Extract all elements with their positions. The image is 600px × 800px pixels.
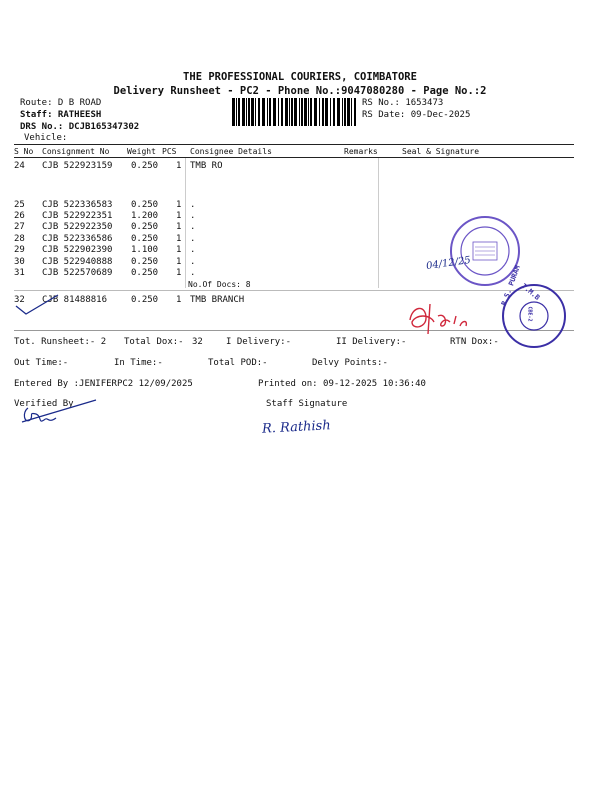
row-consignment: CJB 522923159 (42, 161, 113, 171)
ii-delivery: II Delivery:- (336, 337, 407, 347)
row-sno: 26 (14, 211, 25, 221)
barcode-bar (255, 98, 256, 126)
row-consignee: . (190, 257, 196, 267)
staff-text: Staff: RATHEESH (20, 110, 102, 120)
barcode-bar (273, 98, 276, 126)
col-consignment: Consignment No (42, 147, 110, 156)
row-sno: 32 (14, 295, 25, 305)
barcode-bar (314, 98, 317, 126)
total-dox-label: Total Dox:- (124, 337, 184, 347)
drs-number: DRS No.: DCJB165347302 (20, 122, 140, 132)
barcode-bar (269, 98, 271, 126)
col-pcs: PCS (162, 147, 177, 156)
barcode-bar (251, 98, 254, 126)
row-weight: 0.250 (131, 234, 159, 244)
total-dox-value: 32 (192, 337, 203, 347)
row-pcs: 1 (176, 295, 182, 305)
row-sno: 24 (14, 161, 25, 171)
round-stamp-top: T.M.B (519, 282, 542, 302)
barcode-bar (333, 98, 335, 126)
row-consignee: TMB BRANCH (190, 295, 245, 305)
row-weight: 1.200 (131, 211, 159, 221)
col-consignee: Consignee Details (190, 147, 272, 156)
row-pcs: 1 (176, 257, 182, 267)
row-consignment: CJB 522922351 (42, 211, 113, 221)
barcode-bar (236, 98, 237, 126)
verifier-signature (12, 398, 102, 428)
delvy-points: Delvy Points:- (312, 358, 388, 368)
barcode-bar (310, 98, 312, 126)
barcode-bar (342, 98, 343, 126)
vehicle-text: Vehicle: (24, 133, 68, 143)
barcode-bar (308, 98, 309, 126)
row-pcs: 1 (176, 222, 182, 232)
row-consignee: TMB RO (190, 161, 223, 171)
rtn-dox: RTN Dox:- (450, 337, 499, 347)
column-guide (185, 158, 186, 288)
column-guide (378, 158, 379, 288)
entered-by: Entered By :JENIFERPC2 12/09/2025 (14, 379, 193, 389)
barcode-bar (301, 98, 303, 126)
row-consignee: . (190, 245, 196, 255)
barcode-bar (248, 98, 250, 126)
no-of-docs: No.Of Docs: 8 (188, 280, 251, 289)
col-sno: S No (14, 147, 34, 156)
row-consignee: . (190, 268, 196, 278)
barcode-bar (289, 98, 290, 126)
barcode-bar (344, 98, 346, 126)
header-top-rule (14, 144, 574, 145)
row-pcs: 1 (176, 268, 182, 278)
col-seal-signature: Seal & Signature (402, 147, 480, 156)
red-signature (404, 296, 492, 340)
out-time: Out Time:- (14, 358, 69, 368)
barcode-bar (304, 98, 307, 126)
handwritten-date: 04/12/25 (425, 254, 472, 273)
row-sno: 30 (14, 257, 25, 267)
barcode-bar (258, 98, 260, 126)
barcode-bar (354, 98, 356, 126)
row-sno: 27 (14, 222, 25, 232)
barcode-bar (278, 98, 279, 126)
verified-by: Verified By (14, 399, 74, 409)
row-weight: 1.100 (131, 245, 159, 255)
header-bottom-rule (14, 157, 574, 158)
staff-signature-label: Staff Signature (266, 399, 348, 409)
total-pod: Total POD:- (208, 358, 268, 368)
barcode-bar (242, 98, 245, 126)
barcode-bar (238, 98, 240, 126)
row-sno: 28 (14, 234, 25, 244)
barcode-bar (262, 98, 265, 126)
barcode-bar (351, 98, 352, 126)
row-sno: 29 (14, 245, 25, 255)
barcode-bar (232, 98, 235, 126)
row-pcs: 1 (176, 200, 182, 210)
row-consignee: . (190, 234, 196, 244)
row-pcs: 1 (176, 211, 182, 221)
barcode-bar (325, 98, 328, 126)
row-sno: 25 (14, 200, 25, 210)
col-weight: Weight (127, 147, 156, 156)
in-time: In Time:- (114, 358, 163, 368)
check-mark (12, 292, 62, 318)
barcode-bar (319, 98, 320, 126)
col-remarks: Remarks (344, 147, 378, 156)
printed-on: Printed on: 09-12-2025 10:36:40 (258, 379, 426, 389)
row-pcs: 1 (176, 234, 182, 244)
row-weight: 0.250 (131, 161, 159, 171)
section-rule (14, 290, 574, 291)
row-consignee: . (190, 211, 196, 221)
row-weight: 0.250 (131, 222, 159, 232)
row-pcs: 1 (176, 161, 182, 171)
row-pcs: 1 (176, 245, 182, 255)
tot-runsheet: Tot. Runsheet:- 2 (14, 337, 107, 347)
barcode-bar (281, 98, 283, 126)
runsheet-subtitle: Delivery Runsheet - PC2 - Phone No.:9047080280 - Page No.:2 (113, 85, 487, 97)
row-sno: 31 (14, 268, 25, 278)
row-consignment: CJB 522902390 (42, 245, 113, 255)
barcode-bar (337, 98, 340, 126)
route-text: Route: D B ROAD (20, 98, 102, 108)
i-delivery: I Delivery:- (226, 337, 292, 347)
row-consignment: CJB 522940888 (42, 257, 113, 267)
rs-date: RS Date: 09-Dec-2025 (362, 110, 471, 120)
barcode-bar (291, 98, 293, 126)
row-consignment: CJB 522922350 (42, 222, 113, 232)
barcode-bar (294, 98, 297, 126)
barcode (232, 98, 357, 126)
row-consignment: CJB 522336583 (42, 200, 113, 210)
barcode-bar (299, 98, 300, 126)
barcode-bar (285, 98, 288, 126)
barcode-bar (330, 98, 331, 126)
row-weight: 0.250 (131, 200, 159, 210)
row-consignee: . (190, 222, 196, 232)
barcode-bar (267, 98, 268, 126)
company-title: THE PROFESSIONAL COURIERS, COIMBATORE (183, 71, 417, 83)
row-consignment: CJB 522570689 (42, 268, 113, 278)
row-consignment: CJB 522336586 (42, 234, 113, 244)
barcode-bar (347, 98, 350, 126)
row-weight: 0.250 (131, 257, 159, 267)
staff-signature: R. Rathish (261, 418, 332, 437)
rs-number: RS No.: 1653473 (362, 98, 444, 108)
barcode-bar (322, 98, 324, 126)
row-consignee: . (190, 200, 196, 210)
row-consignment: CJB 81488816 (42, 295, 108, 305)
round-stamp-code: CBE-2 (526, 306, 533, 322)
barcode-bar (246, 98, 247, 126)
row-weight: 0.250 (131, 268, 159, 278)
round-stamp-text: R.S. PURAM (500, 264, 522, 307)
row-weight: 0.250 (131, 295, 159, 305)
